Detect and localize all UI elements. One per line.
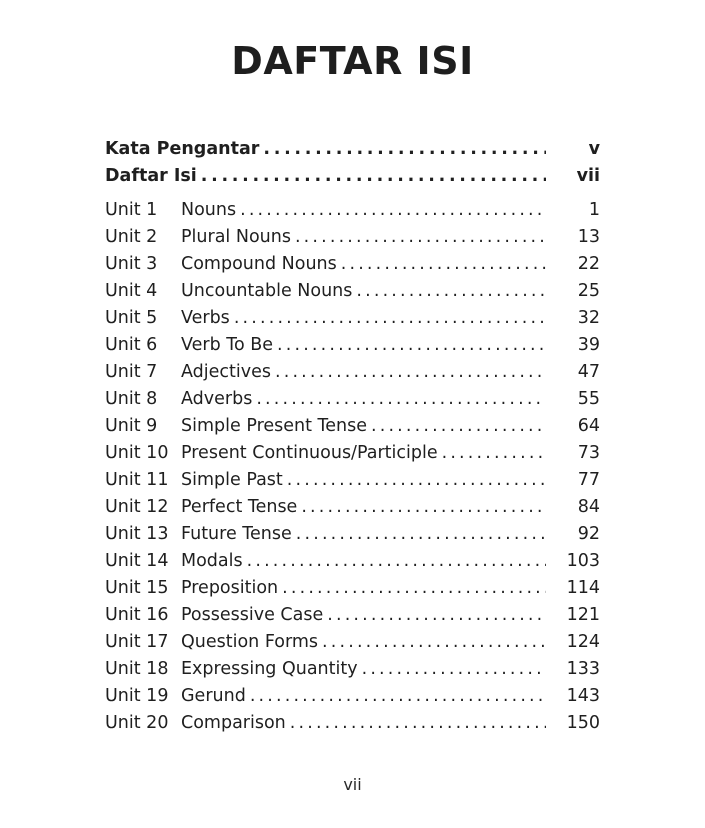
dot-leader [256, 389, 546, 409]
toc-entry-daftar-isi[interactable] [105, 166, 600, 193]
entry-page-number: 103 [566, 551, 600, 571]
unit-label: Unit 15 [105, 578, 169, 598]
unit-label: Unit 3 [105, 254, 158, 274]
entry-page-number: v [588, 139, 600, 159]
toc-entry-unit[interactable] [105, 254, 600, 281]
toc-entry-unit[interactable] [105, 281, 600, 308]
unit-label: Unit 17 [105, 632, 169, 652]
toc-entry-unit[interactable] [105, 362, 600, 389]
toc-entry-unit[interactable] [105, 578, 600, 605]
entry-page-number: 124 [566, 632, 600, 652]
unit-label: Unit 12 [105, 497, 169, 517]
dot-leader [341, 254, 546, 274]
unit-label: Unit 14 [105, 551, 169, 571]
toc-entry-unit[interactable] [105, 686, 600, 713]
toc-entry-unit[interactable] [105, 551, 600, 578]
unit-label: Unit 1 [105, 200, 158, 220]
dot-leader [356, 281, 546, 301]
unit-list [105, 200, 600, 740]
unit-title: Nouns [181, 200, 237, 220]
unit-title: Preposition [181, 578, 279, 598]
entry-page-number: 22 [577, 254, 600, 274]
entry-title: Kata Pengantar [105, 139, 260, 159]
toc-entry-unit[interactable] [105, 524, 600, 551]
unit-label: Unit 7 [105, 362, 158, 382]
dot-leader [290, 713, 546, 733]
dot-leader [322, 632, 546, 652]
toc-entry-unit[interactable] [105, 227, 600, 254]
toc-entry-unit[interactable] [105, 416, 600, 443]
entry-page-number: 133 [566, 659, 600, 679]
entry-page-number: 150 [566, 713, 600, 733]
unit-title: Expressing Quantity [181, 659, 358, 679]
toc-entry-unit[interactable] [105, 497, 600, 524]
dot-leader [301, 497, 546, 517]
dot-leader [201, 166, 546, 186]
unit-title: Gerund [181, 686, 246, 706]
toc-entry-unit[interactable] [105, 632, 600, 659]
toc-entry-unit[interactable] [105, 605, 600, 632]
dot-leader [296, 524, 546, 544]
unit-label: Unit 19 [105, 686, 169, 706]
dot-leader [275, 362, 546, 382]
unit-title: Present Continuous/Participle [181, 443, 438, 463]
dot-leader [250, 686, 546, 706]
toc-entry-unit[interactable] [105, 335, 600, 362]
dot-leader [442, 443, 546, 463]
unit-title: Compound Nouns [181, 254, 337, 274]
entry-page-number: 32 [577, 308, 600, 328]
entry-page-number: 84 [577, 497, 600, 517]
entry-page-number: 47 [577, 362, 600, 382]
unit-label: Unit 18 [105, 659, 169, 679]
dot-leader [263, 139, 546, 159]
entry-page-number: 25 [577, 281, 600, 301]
unit-label: Unit 10 [105, 443, 169, 463]
toc-entry-unit[interactable] [105, 443, 600, 470]
unit-label: Unit 20 [105, 713, 169, 733]
entry-title: Daftar Isi [105, 165, 197, 186]
toc-entry-kata-pengantar[interactable] [105, 139, 600, 166]
entry-page-number: vii [576, 165, 600, 186]
dot-leader [362, 659, 546, 679]
entry-page-number: 64 [577, 416, 600, 436]
unit-title: Modals [181, 551, 243, 571]
entry-page-number: 73 [577, 443, 600, 463]
toc-entry-unit[interactable] [105, 470, 600, 497]
footer-page-number: vii [343, 775, 362, 794]
entry-page-number: 121 [566, 605, 600, 625]
dot-leader [371, 416, 546, 436]
entry-page-number: 143 [566, 686, 600, 706]
dot-leader [277, 335, 546, 355]
entry-page-number: 13 [577, 227, 600, 247]
unit-label: Unit 11 [105, 470, 169, 490]
unit-title: Adjectives [181, 362, 271, 382]
unit-title: Uncountable Nouns [181, 281, 353, 301]
unit-title: Perfect Tense [181, 497, 298, 517]
unit-label: Unit 16 [105, 605, 169, 625]
unit-label: Unit 8 [105, 389, 158, 409]
unit-title: Verb To Be [181, 335, 274, 355]
toc-entry-unit[interactable] [105, 659, 600, 686]
dot-leader [287, 470, 546, 490]
unit-label: Unit 6 [105, 335, 158, 355]
toc-entry-unit[interactable] [105, 389, 600, 416]
unit-title: Future Tense [181, 524, 292, 544]
entry-page-number: 39 [577, 335, 600, 355]
dot-leader [234, 308, 546, 328]
unit-title: Plural Nouns [181, 227, 291, 247]
page-title: DAFTAR ISI [231, 39, 474, 84]
unit-label: Unit 13 [105, 524, 169, 544]
dot-leader [327, 605, 546, 625]
unit-title: Comparison [181, 713, 286, 733]
unit-title: Possessive Case [181, 605, 324, 625]
entry-page-number: 77 [577, 470, 600, 490]
dot-leader [240, 200, 546, 220]
unit-label: Unit 4 [105, 281, 158, 301]
unit-title: Simple Present Tense [181, 416, 367, 436]
dot-leader [282, 578, 546, 598]
entry-page-number: 1 [588, 200, 600, 220]
entry-page-number: 55 [577, 389, 600, 409]
entry-page-number: 92 [577, 524, 600, 544]
unit-title: Simple Past [181, 470, 283, 490]
unit-title: Question Forms [181, 632, 319, 652]
dot-leader [247, 551, 546, 571]
dot-leader [295, 227, 546, 247]
unit-title: Adverbs [181, 389, 253, 409]
toc-entry-unit[interactable] [105, 308, 600, 335]
toc-entry-unit[interactable] [105, 713, 600, 740]
unit-label: Unit 2 [105, 227, 158, 247]
unit-label: Unit 5 [105, 308, 158, 328]
unit-title: Verbs [181, 308, 230, 328]
unit-label: Unit 9 [105, 416, 158, 436]
front-matter-list [105, 139, 600, 192]
toc-entry-unit[interactable] [105, 200, 600, 227]
entry-page-number: 114 [566, 578, 600, 598]
